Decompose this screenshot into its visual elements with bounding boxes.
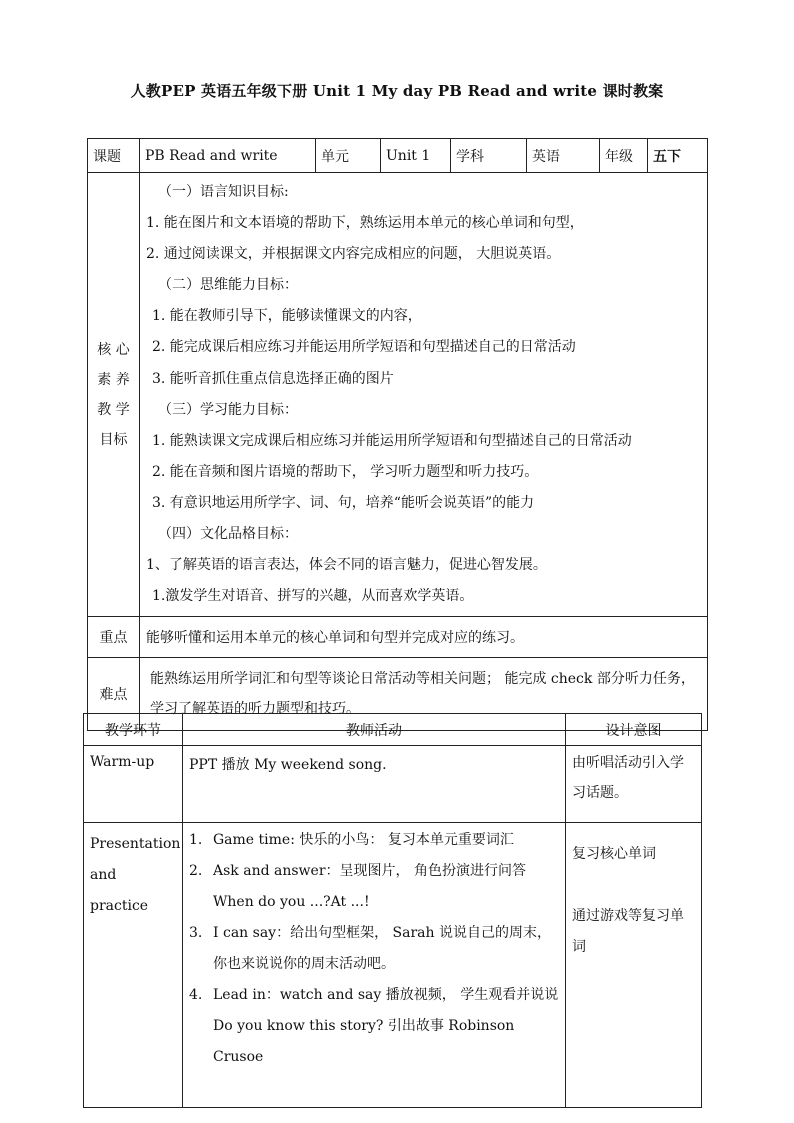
lesson-info-row bbox=[88, 139, 708, 173]
goal-item: 1. 能在图片和文本语境的帮助下，熟练运用本单元的核心单词和句型， bbox=[146, 215, 584, 232]
stage-header: 教学环节 bbox=[84, 714, 183, 746]
unit-label: 单元 bbox=[316, 139, 381, 173]
lesson-info-table bbox=[87, 138, 708, 731]
step-text: Game time: 快乐的小鸟： 复习本单元重要词汇 bbox=[213, 832, 514, 848]
step-item bbox=[189, 856, 559, 918]
step-text: I can say：给出句型框架， Sarah 说说自己的周末， 你也来说说你的周末活动吧。 bbox=[213, 925, 551, 972]
goals-row bbox=[88, 173, 708, 617]
presentation-intent bbox=[566, 823, 702, 1108]
warmup-stage: Warm-up bbox=[84, 746, 183, 823]
goals-label bbox=[88, 173, 140, 617]
key-points-label: 重点 bbox=[88, 617, 140, 658]
goals-content bbox=[140, 173, 708, 617]
goal-item: 1. 能在教师引导下，能够读懂课文的内容， bbox=[152, 308, 422, 325]
page-title: 人教PEP 英语五年级下册 Unit 1 My day PB Read and write 课时教案 bbox=[130, 82, 664, 100]
goal-section-heading: （三）学习能力目标： bbox=[158, 401, 298, 418]
warmup-activity: PPT 播放 My weekend song. bbox=[183, 746, 566, 823]
teaching-process-table bbox=[83, 713, 702, 1108]
goals-label-line: 教 学 bbox=[97, 401, 130, 418]
unit-value: Unit 1 bbox=[381, 139, 451, 173]
goal-item: 3. 有意识地运用所学字、词、句，培养“能听会说英语”的能力 bbox=[152, 494, 535, 511]
presentation-row bbox=[84, 823, 702, 1108]
step-item bbox=[189, 980, 559, 1073]
process-header-row bbox=[84, 714, 702, 746]
key-points-row bbox=[88, 617, 708, 658]
intent-header: 设计意图 bbox=[566, 714, 702, 746]
goal-item: 1.激发学生对语音、拼写的兴趣，从而喜欢学英语。 bbox=[152, 588, 474, 605]
goals-label-line: 目标 bbox=[99, 431, 128, 448]
grade-value: 五下 bbox=[648, 139, 708, 173]
presentation-steps bbox=[183, 823, 566, 1108]
goal-section-heading: （一）语言知识目标: bbox=[158, 184, 289, 200]
goal-section-heading: （四）文化品格目标： bbox=[158, 526, 298, 543]
presentation-stage: Presentation and practice bbox=[84, 823, 183, 1108]
goal-section-heading: （二）思维能力目标： bbox=[158, 277, 298, 294]
topic-label: 课题 bbox=[88, 139, 140, 173]
difficulties-text: 能熟练运用所学词汇和句型等谈论日常活动等相关问题； 能完成 check 部分听力任务， 学习了解英语的听力题型和技巧。 bbox=[140, 658, 708, 731]
goal-item: 1. 能熟读课文完成课后相应练习并能运用所学短语和句型描述自己的日常活动 bbox=[152, 432, 632, 449]
warmup-intent: 由听唱活动引入学习话题。 bbox=[566, 746, 702, 823]
topic-value: PB Read and write bbox=[140, 139, 316, 173]
goal-item: 1、了解英语的语言表达，体会不同的语言魅力，促进心智发展。 bbox=[146, 557, 547, 574]
grade-label: 年级 bbox=[600, 139, 648, 173]
intent-line: 通过游戏等复习单词 bbox=[572, 908, 684, 955]
step-number: 2. bbox=[189, 863, 203, 879]
step-text: Lead in：watch and say 播放视频， 学生观看并说说 Do you know this story? 引出故事 Robinson Crusoe bbox=[213, 987, 559, 1065]
step-item bbox=[189, 825, 559, 856]
goals-label-line: 素 养 bbox=[97, 371, 130, 388]
step-text: Ask and answer：呈现图片， 角色扮演进行问答 When do you ...?At ...! bbox=[213, 863, 526, 910]
step-item bbox=[189, 918, 559, 980]
intent-line: 复习核心单词 bbox=[572, 846, 656, 862]
step-number: 1. bbox=[189, 832, 203, 848]
difficulties-label: 难点 bbox=[88, 658, 140, 731]
step-number: 4. bbox=[189, 987, 203, 1003]
warmup-row bbox=[84, 746, 702, 823]
subject-label: 学科 bbox=[451, 139, 527, 173]
step-number: 3. bbox=[189, 925, 203, 941]
goal-item: 2. 能完成课后相应练习并能运用所学短语和句型描述自己的日常活动 bbox=[152, 339, 576, 356]
key-points-text: 能够听懂和运用本单元的核心单词和句型并完成对应的练习。 bbox=[140, 617, 708, 658]
goal-item: 3. 能听音抓住重点信息选择正确的图片 bbox=[152, 370, 394, 387]
goal-item: 2. 通过阅读课文，并根据课文内容完成相应的问题， 大胆说英语。 bbox=[146, 246, 561, 263]
goal-item: 2. 能在音频和图片语境的帮助下， 学习听力题型和听力技巧。 bbox=[152, 463, 539, 480]
activity-header: 教师活动 bbox=[183, 714, 566, 746]
goals-label-line: 核 心 bbox=[97, 341, 130, 358]
subject-value: 英语 bbox=[527, 139, 600, 173]
